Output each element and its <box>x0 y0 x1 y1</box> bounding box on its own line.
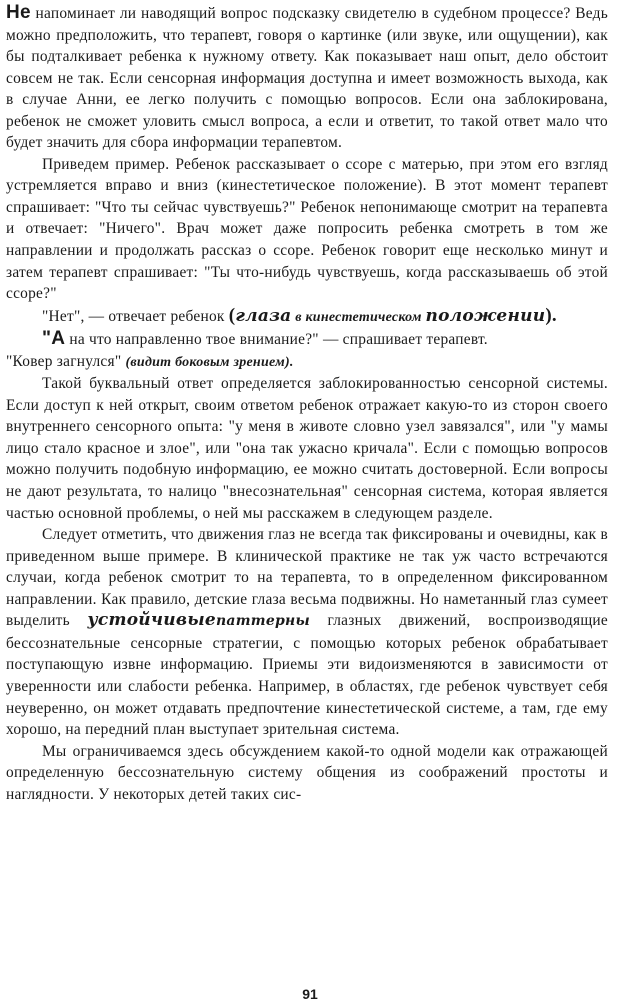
reply-no: "Нет", — отвечает ребенок <box>42 307 229 325</box>
patterns-word: паттерны <box>215 613 310 630</box>
dropcap-ne: Не <box>6 2 31 23</box>
paragraph-3 <box>6 305 608 329</box>
paragraph-6-before: Следует отметить, что движения глаз не всегда так фиксированы и очевидны, как в приведенном выше примере. В клинической практике не так уж часто встречаются случаи, когда ребенок смотрит то на терапевта, то в определенном фиксированном направлении. Как правило, детские глаза весьма подвижны. Но наметанный глаз сумеет выделить <box>6 526 608 630</box>
stable-word: устойчивые <box>87 610 216 631</box>
side-vision-note: (видит боковым зрением). <box>125 354 294 370</box>
paragraph-1-text: напоминает ли наводящий вопрос подсказку свидетелю в судебном процессе? Ведь можно предположить, что терапевт, говоря о картинке (или звуке, или ощущении), как бы подталкивает ребенка к нужному ответу. Как показывает наш опыт, дело обстоит совсем не так. Если сенсорная информация доступна и имеет возможность выхода, как в случае Анни, ее легко получить с помощью вопросов. Если она заблокирована, ребенок не сможет уловить смысл вопроса, а если и ответит, то такой ответ мало что будет значить для сбора информации терапевтом. <box>6 5 608 152</box>
paren-open: ( <box>228 304 236 326</box>
eyes-word: глаза <box>235 305 292 326</box>
paragraph-1 <box>6 2 608 154</box>
paren-close: ). <box>545 304 557 326</box>
paragraph-4b <box>6 351 608 374</box>
big-a: "А <box>42 328 66 350</box>
body-text <box>6 2 608 805</box>
kinesthetic-phrase: в кинестетическом <box>291 309 426 325</box>
paragraph-4 <box>6 328 608 351</box>
carpet-answer: "Ковер загнулся" <box>6 352 122 370</box>
attention-question: на что направленно твое внимание?" — спрашивает терапевт. <box>65 331 488 349</box>
position-word: положении <box>425 305 546 326</box>
page-number: 91 <box>302 986 318 1002</box>
paragraph-6 <box>6 524 608 740</box>
paragraph-7: Мы ограничиваемся здесь обсуждением какой-то одной модели как отражающей определенную бессознательную систему общения из соображений простоты и наглядности. У некоторых детей таких сис- <box>6 742 608 803</box>
paragraph-2: Приведем пример. Ребенок рассказывает о ссоре с матерью, при этом его взгляд устремляется вправо и вниз (кинестетическое положение). В этот момент терапевт спрашивает: "Что ты сейчас чувствуешь?" Ребенок непонимающе смотрит на терапевта и отвечает: "Ничего". Врач может даже попросить ребенка смотреть в том же направлении и продолжать рассказ о ссоре. Ребенок говорит еще несколько минут и затем терапевт спрашивает: "Ты что-нибудь чувствуешь, когда рассказываешь об этой ссоре?" <box>6 155 608 303</box>
paragraph-6-after: глазных движений, воспроизводящие бессознательные сенсорные стратегии, с помощью которых ребенок обрабатывает поступающую извне информацию. Приемы эти видоизменяются в зависимости от уверенности или слабости ребенка. Например, в областях, где ребенок чувствует себя неуверенно, он может отдавать предпочтение кинестетической системе, а там, где ему хорошо, на передний план выступает зрительная система. <box>6 612 608 739</box>
paragraph-5: Такой буквальный ответ определяется заблокированностью сенсорной системы. Если доступ к ней открыт, своим ответом ребенок отражает какую-то из сторон своего внутреннего сенсорного опыта: "у меня в животе словно узел завязался", или "у мамы лицо стало красное и злое", или "она так ужасно кричала". Если с помощью вопросов можно получить подобную информацию, ее можно считать достоверной. Если вопросы не дают результата, то налицо "внесознательная" сенсорная система, которая является частью основной проблемы, о ней мы расскажем в следующем разделе. <box>6 375 608 522</box>
